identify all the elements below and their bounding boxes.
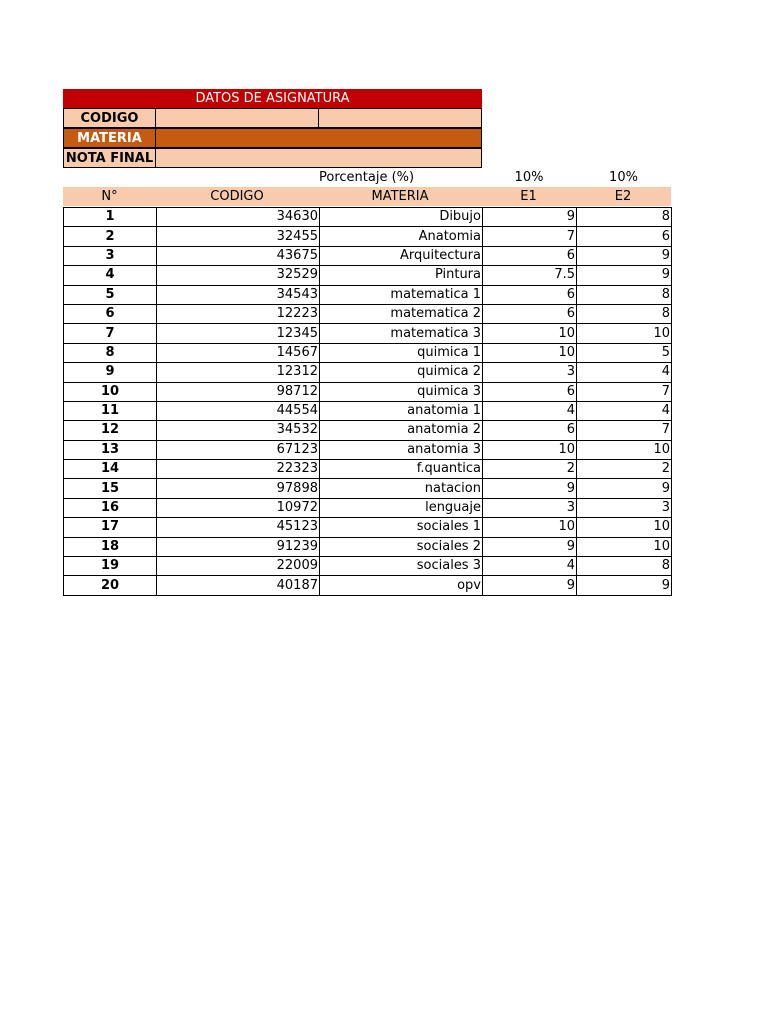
grades-table-body	[64, 208, 672, 596]
e1-grade-cell[interactable]: 9	[483, 576, 577, 595]
grades-table	[63, 207, 672, 596]
row-number-cell[interactable]: 10	[64, 382, 157, 401]
materia-cell[interactable]: Pintura	[320, 266, 483, 285]
e1-grade-cell[interactable]: 10	[483, 440, 577, 459]
row-number-cell[interactable]: 3	[64, 246, 157, 265]
codigo-cell[interactable]: 45123	[157, 518, 320, 537]
e1-grade-cell[interactable]: 6	[483, 285, 577, 304]
e2-grade-cell[interactable]: 8	[577, 208, 672, 227]
table-row	[64, 537, 672, 556]
codigo-cell[interactable]: 67123	[157, 440, 320, 459]
row-number-cell[interactable]: 1	[64, 208, 157, 227]
e1-grade-cell[interactable]: 4	[483, 401, 577, 420]
table-row	[64, 460, 672, 479]
table-row	[64, 498, 672, 517]
codigo-cell[interactable]: 32529	[157, 266, 320, 285]
e1-grade-cell[interactable]: 10	[483, 324, 577, 343]
e2-grade-cell[interactable]: 2	[577, 460, 672, 479]
column-header-n: N°	[63, 187, 156, 206]
materia-cell[interactable]: matematica 2	[320, 304, 483, 323]
codigo-cell[interactable]: 12223	[157, 304, 320, 323]
row-number-cell[interactable]: 15	[64, 479, 157, 498]
table-row	[64, 363, 672, 382]
e2-grade-cell[interactable]: 10	[577, 537, 672, 556]
e1-grade-cell[interactable]: 9	[483, 537, 577, 556]
codigo-cell[interactable]: 34532	[157, 421, 320, 440]
table-row	[64, 440, 672, 459]
e2-grade-cell[interactable]: 5	[577, 343, 672, 362]
e2-grade-cell[interactable]: 3	[577, 498, 672, 517]
field-label-materia: MATERIA	[63, 128, 156, 148]
table-row	[64, 304, 672, 323]
materia-cell[interactable]: anatomia 2	[320, 421, 483, 440]
row-number-cell[interactable]: 8	[64, 343, 157, 362]
row-number-cell[interactable]: 20	[64, 576, 157, 595]
sheet-title: DATOS DE ASIGNATURA	[63, 89, 482, 108]
field-value-codigo-1[interactable]	[155, 108, 319, 128]
row-number-cell[interactable]: 9	[64, 363, 157, 382]
codigo-cell[interactable]: 34543	[157, 285, 320, 304]
e2-grade-cell[interactable]: 8	[577, 304, 672, 323]
weight-e2: 10%	[609, 170, 638, 185]
codigo-cell[interactable]: 91239	[157, 537, 320, 556]
codigo-cell[interactable]: 12312	[157, 363, 320, 382]
materia-cell[interactable]: sociales 3	[320, 557, 483, 576]
e1-grade-cell[interactable]: 10	[483, 343, 577, 362]
row-number-cell[interactable]: 14	[64, 460, 157, 479]
e2-grade-cell[interactable]: 4	[577, 401, 672, 420]
e1-grade-cell[interactable]: 7	[483, 227, 577, 246]
e2-grade-cell[interactable]: 9	[577, 246, 672, 265]
row-number-cell[interactable]: 7	[64, 324, 157, 343]
materia-cell[interactable]: natacion	[320, 479, 483, 498]
table-row	[64, 246, 672, 265]
table-row	[64, 227, 672, 246]
e2-grade-cell[interactable]: 10	[577, 324, 672, 343]
e2-grade-cell[interactable]: 7	[577, 421, 672, 440]
materia-cell[interactable]: lenguaje	[320, 498, 483, 517]
codigo-cell[interactable]: 34630	[157, 208, 320, 227]
materia-cell[interactable]: Anatomia	[320, 227, 483, 246]
materia-cell[interactable]: sociales 1	[320, 518, 483, 537]
e2-grade-cell[interactable]: 8	[577, 285, 672, 304]
e1-grade-cell[interactable]: 3	[483, 363, 577, 382]
e1-grade-cell[interactable]: 6	[483, 304, 577, 323]
row-number-cell[interactable]: 19	[64, 557, 157, 576]
e1-grade-cell[interactable]: 10	[483, 518, 577, 537]
e2-grade-cell[interactable]: 10	[577, 440, 672, 459]
codigo-cell[interactable]: 40187	[157, 576, 320, 595]
table-row	[64, 324, 672, 343]
materia-cell[interactable]: anatomia 3	[320, 440, 483, 459]
e1-grade-cell[interactable]: 6	[483, 421, 577, 440]
table-row	[64, 266, 672, 285]
e2-grade-cell[interactable]: 6	[577, 227, 672, 246]
percentage-label: Porcentaje (%)	[319, 170, 415, 185]
codigo-cell[interactable]: 44554	[157, 401, 320, 420]
column-header-codigo: CODIGO	[155, 187, 319, 206]
field-label-codigo: CODIGO	[63, 108, 156, 128]
e2-grade-cell[interactable]: 10	[577, 518, 672, 537]
materia-cell[interactable]: matematica 3	[320, 324, 483, 343]
materia-cell[interactable]: sociales 2	[320, 537, 483, 556]
row-number-cell[interactable]: 13	[64, 440, 157, 459]
column-header-e2: E2	[575, 187, 671, 206]
weight-e1: 10%	[514, 170, 544, 185]
table-row	[64, 576, 672, 595]
table-row	[64, 401, 672, 420]
row-number-cell[interactable]: 6	[64, 304, 157, 323]
materia-cell[interactable]: anatomia 1	[320, 401, 483, 420]
row-number-cell[interactable]: 12	[64, 421, 157, 440]
table-row	[64, 421, 672, 440]
materia-cell[interactable]: Dibujo	[320, 208, 483, 227]
e2-grade-cell[interactable]: 4	[577, 363, 672, 382]
codigo-cell[interactable]: 14567	[157, 343, 320, 362]
materia-cell[interactable]: quimica 2	[320, 363, 483, 382]
e1-grade-cell[interactable]: 6	[483, 246, 577, 265]
e1-grade-cell[interactable]: 4	[483, 557, 577, 576]
e1-grade-cell[interactable]: 9	[483, 479, 577, 498]
e1-grade-cell[interactable]: 7.5	[483, 266, 577, 285]
table-row	[64, 518, 672, 537]
table-row	[64, 479, 672, 498]
table-row	[64, 343, 672, 362]
row-number-cell[interactable]: 4	[64, 266, 157, 285]
e1-grade-cell[interactable]: 9	[483, 208, 577, 227]
row-number-cell[interactable]: 16	[64, 498, 157, 517]
table-row	[64, 285, 672, 304]
field-value-materia[interactable]	[155, 128, 482, 148]
field-label-nota-final: NOTA FINAL	[63, 148, 156, 168]
codigo-cell[interactable]: 43675	[157, 246, 320, 265]
e2-grade-cell[interactable]: 7	[577, 382, 672, 401]
materia-cell[interactable]: quimica 1	[320, 343, 483, 362]
row-number-cell[interactable]: 5	[64, 285, 157, 304]
field-value-codigo-2[interactable]	[318, 108, 482, 128]
codigo-cell[interactable]: 12345	[157, 324, 320, 343]
codigo-cell[interactable]: 10972	[157, 498, 320, 517]
materia-cell[interactable]: quimica 3	[320, 382, 483, 401]
field-value-nota-final[interactable]	[155, 148, 482, 168]
column-header-e1: E1	[481, 187, 576, 206]
codigo-cell[interactable]: 98712	[157, 382, 320, 401]
materia-cell[interactable]: Arquitectura	[320, 246, 483, 265]
materia-cell[interactable]: f.quantica	[320, 460, 483, 479]
codigo-cell[interactable]: 22009	[157, 557, 320, 576]
codigo-cell[interactable]: 32455	[157, 227, 320, 246]
row-number-cell[interactable]: 18	[64, 537, 157, 556]
table-row	[64, 557, 672, 576]
materia-cell[interactable]: opv	[320, 576, 483, 595]
e1-grade-cell[interactable]: 2	[483, 460, 577, 479]
table-row	[64, 382, 672, 401]
codigo-cell[interactable]: 22323	[157, 460, 320, 479]
e2-grade-cell[interactable]: 9	[577, 266, 672, 285]
table-row	[64, 208, 672, 227]
e1-grade-cell[interactable]: 3	[483, 498, 577, 517]
e2-grade-cell[interactable]: 9	[577, 576, 672, 595]
codigo-cell[interactable]: 97898	[157, 479, 320, 498]
column-header-materia: MATERIA	[318, 187, 482, 206]
materia-cell[interactable]: matematica 1	[320, 285, 483, 304]
row-number-cell[interactable]: 11	[64, 401, 157, 420]
e1-grade-cell[interactable]: 6	[483, 382, 577, 401]
e2-grade-cell[interactable]: 8	[577, 557, 672, 576]
row-number-cell[interactable]: 2	[64, 227, 157, 246]
e2-grade-cell[interactable]: 9	[577, 479, 672, 498]
row-number-cell[interactable]: 17	[64, 518, 157, 537]
